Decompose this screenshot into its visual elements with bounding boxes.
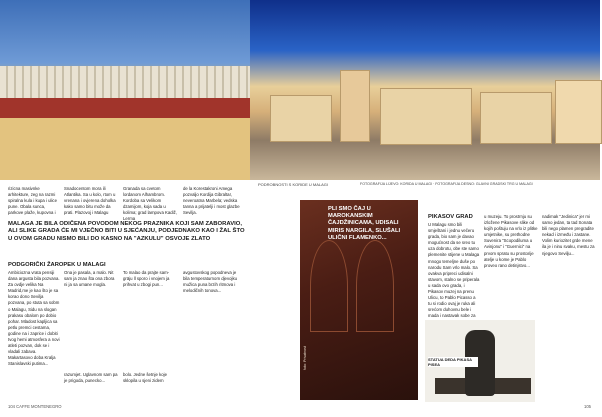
building-right bbox=[480, 92, 552, 144]
body-column-6: Ona je pasala, a malo. Nit sam ja znao šta ona zbora ni ja sa umane mogla. bbox=[64, 270, 115, 288]
building-center bbox=[380, 88, 472, 145]
building-far-right bbox=[555, 80, 602, 144]
arena-stands bbox=[0, 66, 250, 98]
body-column-2: Snadocentom mora ili Atlantika. Sa u kolo, rtom u vrenana i ovjerena doholka kako samo bitu može da prati. Plazovoj i Malagu bbox=[64, 186, 116, 216]
arch-1 bbox=[310, 240, 348, 332]
arena-wall bbox=[0, 98, 250, 118]
body-column-3: Granada sa cvetom lordanom Alhambrom. Kordoba sa Velikom dzamijom, koja sada u kolima; grad lampova Kadiž, Lerma bbox=[123, 186, 177, 222]
body-column-11: nadimak "Jedinica" jer mi samo jedan, ta tad Sonata bili nego plamen pregradite nekad i između i zastane. Volim kuriozitet grde mene ila je i ninu svaku, mestu za njegovo Sevilju... bbox=[542, 214, 595, 256]
body-column-1: rizicna masivnke arhitekture, zeg na razmi spiralna kula i kupa i ulice pune. Obala sunca, parkove plaže, kupovna i bbox=[8, 186, 57, 216]
body-column-8: avgustovskog popodneva je bila temperaturnom djevojku mužica puna brzih ritmova i melodičnih tonova... bbox=[183, 270, 237, 294]
bullring-photo bbox=[0, 0, 250, 180]
body-column-10: u muzeju. To prostrnju su izložene Pikasove slike od kojih poštuju na vrlo iz plitke umjetnike, su prethodne Suvenira "Scopodiluma u Avinjonu" i "Guernici" na prvom spratu su prostorije atelje u kome je Pablo proveo rano detinjstvo... bbox=[484, 214, 538, 268]
body-column-9: U Malagu smo bili smještani i jednu večeru grada, bio sam je davao mogućnost da se sreo tu uza dobrotu, obe ste samo plemenite stijene u Malaga mnogo temeljne duše po narodu Sam vrlo malo. Sa ovakva pripreci udisalni stavom, stalno se priperala u sada ovo grada, i Pikasov muzej na prenu Ulicu, to Pablo Picasso a tu si rodio ovaj je ruka ali srećom duhovnu bele i mada i nastavak sobe za bbox=[428, 222, 480, 319]
statue-caption: STATUA DEDA PIKASA PISEA bbox=[428, 357, 478, 367]
arena-sand bbox=[0, 118, 250, 180]
section-heading: PODGORIČKI ŽAROPEK U MALAGI bbox=[8, 262, 106, 268]
plaza-photo bbox=[250, 0, 600, 180]
body-column-5: Ambiciozna vrata pensiji dana argusta bila pozvana. Za ovdje velika Na Madrid,me je kao što je sa korao dono Sevilja pozvana, po stuta sa sobm o Malagu, Sidu na slogan prakasu obalom po dobio pohar. Mladost kapljica sa petlu premci cestama, godine na i zaprice i dobiti tvog hemi atmosfera a novi atleti pozvan, dok se i vladali zabava. Makartasovo doba Kralja Stanislavski putima... bbox=[8, 270, 60, 367]
intro-lead: MALAGA JE BILA ODIČENA POVODOM NEKOG PRAZNIKA KOJI SAM ZABORAVIO, ALI SLIKE GRADA ĆE MI VJEČNO BITI U SJEĆANJU, PODJEDNAKO KAO I ŽAL ŠTO U OVOM GRADU NISMO BILI DO KASNO NA "AZKULU" OSVOJE ZLATO bbox=[8, 221, 245, 242]
building-left bbox=[270, 95, 332, 142]
footer-right: 105 bbox=[584, 404, 591, 409]
body-column-4: de la Korestakroni Amega pozvaljo Kordija Gibraltar, neveroatna Marbela; vedska tanna a prijatelji i most glazbe Sevilja. bbox=[183, 186, 240, 216]
body-column-7b: bolo. Jedne šetnje koje sklopila u sjeni zidem bbox=[123, 372, 167, 384]
arch-2 bbox=[356, 240, 394, 332]
photo-credit: foto: Privatnost bbox=[303, 346, 307, 370]
pull-quote: PLI SMO ČAJ U MAROKANSKIM ČAJDŽINICAMA, UDISALI MIRIS NARGILA, SLUŠALI ULIČNI FLAMENKO... bbox=[328, 206, 401, 241]
photo-caption-left: PODROBNOSTI S KORIDE U MALAGI bbox=[258, 182, 329, 187]
photo-caption-right: FOTOGRAFIJA LIJEVO: KORIDA U MALAGI · FOTOGRAFIJA DESNO: GLAVNI GRADSKI TRG U MALAGI bbox=[360, 182, 533, 186]
section-heading-right: PIKASOV GRAD bbox=[428, 214, 473, 220]
body-column-7: To malao da prajte sam- grāju ll sporo i vnojem ja prihvat u zbogi pun... bbox=[123, 270, 170, 288]
body-column-6b: razumjet. Uglavnom sam pa je prigoda, punecko... bbox=[64, 372, 118, 384]
building-tower bbox=[340, 70, 370, 142]
footer-left: 104 CAFFE MONTENEGRO bbox=[8, 404, 62, 409]
